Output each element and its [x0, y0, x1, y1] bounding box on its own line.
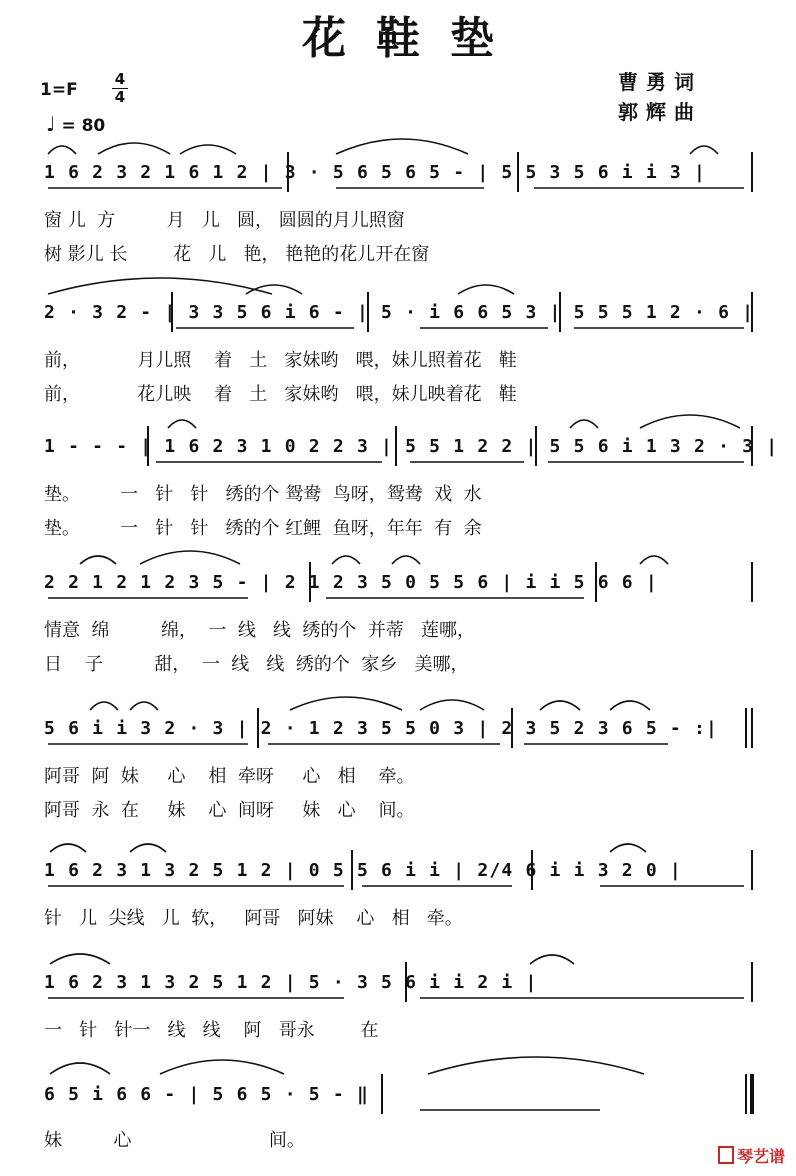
- notation-row-3: 1 - - - | 1 6 2 3 1 0 2 2 3 | 5 5 1 2 2 | 5 5 6 i 1 3 2 · 3 |: [44, 436, 779, 457]
- tempo-value: = 80: [61, 116, 106, 136]
- watermark-text: 琴艺谱: [737, 1147, 786, 1166]
- slur: [610, 701, 650, 710]
- slur: [50, 1063, 110, 1074]
- composer-credit: 郭辉曲: [618, 100, 702, 124]
- lyric-row-3-verse-2: 垫。 一 针 针 绣的个 红鲤 鱼呀，年年 有 余: [44, 518, 482, 539]
- notation-row-1: 1 6 2 3 2 1 6 1 2 | 3 · 5 6 5 6 5 - | 5 5 3 5 6 i i 3 |: [44, 162, 707, 183]
- slur: [50, 954, 110, 964]
- slur: [540, 701, 580, 710]
- slur: [640, 556, 668, 564]
- lyric-row-7: 一 针 针一 线 线 阿 哥永 在: [44, 1020, 379, 1041]
- time-top: 4: [114, 70, 126, 88]
- notation-row-4: 2 2 1 2 1 2 3 5 - | 2 1 2 3 5 0 5 5 6 | i i 5 6 6 |: [44, 572, 658, 593]
- slur: [640, 415, 740, 428]
- notation-row-7: 1 6 2 3 1 3 2 5 1 2 | 5 · 3 5 6 i i 2 i |: [44, 972, 538, 993]
- lyricist-credit: 曹勇词: [618, 70, 702, 94]
- slur: [610, 844, 646, 852]
- notation-row-5: 5 6 i i 3 2 · 3 | 2 · 1 2 3 5 5 0 3 | 2 3 5 2 3 6 5 - :|: [44, 718, 719, 739]
- notation-row-8: 6 5 i 6 6 - | 5 6 5 · 5 - ‖: [44, 1084, 369, 1105]
- slur: [130, 844, 166, 852]
- lyric-row-4-verse-1: 情意 绵 绵， 一 线 线 绣的个 并蒂 莲哪，: [44, 620, 476, 641]
- slur: [458, 285, 514, 294]
- slur: [80, 556, 116, 564]
- lyric-row-1-verse-2: 树 影儿 长 花 儿 艳， 艳艳的花儿开在窗: [44, 244, 430, 265]
- lyric-row-6: 针 儿 尖线 儿 软， 阿哥 阿妹 心 相 牵。: [44, 908, 463, 929]
- slur: [160, 1060, 284, 1074]
- time-bottom: 4: [114, 88, 126, 106]
- notation-row-2: 2 · 3 2 - | 3 3 5 6 i 6 - | 5 · i 6 6 5 3 | 5 5 5 1 2 · 6 |: [44, 302, 755, 323]
- lyric-row-2-verse-2: 前， 花儿映 着 土 家妹哟 喂，妹儿映着花 鞋: [44, 384, 517, 405]
- song-title: 花鞋垫: [302, 13, 524, 64]
- watermark-logo: [718, 1144, 785, 1167]
- logo-icon: [718, 1146, 734, 1164]
- slur: [98, 143, 170, 154]
- slur: [180, 145, 236, 154]
- key-signature: 1=F: [40, 80, 78, 100]
- lyric-row-3-verse-1: 垫。 一 针 针 绣的个 鸳鸯 鸟呀，鸳鸯 戏 水: [44, 484, 482, 505]
- slur: [140, 551, 240, 564]
- slur: [570, 420, 598, 428]
- slur: [48, 278, 272, 294]
- lyric-row-5-verse-2: 阿哥 永 在 妹 心 间呀 妹 心 间。: [44, 800, 415, 821]
- slur: [48, 146, 76, 154]
- slur: [130, 702, 158, 710]
- slur: [336, 139, 468, 154]
- quarter-note-icon: ♩: [46, 112, 56, 136]
- slur: [530, 955, 574, 964]
- slur: [420, 700, 484, 710]
- slur: [290, 697, 402, 710]
- slur: [428, 1057, 644, 1074]
- slur: [392, 556, 420, 564]
- lyric-row-1-verse-1: 窗 儿 方 月 儿 圆， 圆圆的月儿照窗: [44, 210, 405, 231]
- lyric-row-4-verse-2: 日 子 甜， 一 线 线 绣的个 家乡 美哪，: [44, 654, 469, 675]
- slur: [246, 285, 302, 294]
- lyric-row-2-verse-1: 前， 月儿照 着 土 家妹哟 喂，妹儿照着花 鞋: [44, 350, 517, 371]
- slur: [50, 844, 86, 852]
- slur: [90, 702, 118, 710]
- slur: [332, 556, 360, 564]
- lyric-row-8: 妹 心 间。: [44, 1130, 305, 1151]
- notation-row-6: 1 6 2 3 1 3 2 5 1 2 | 0 5 5 6 i i | 2/4 6 i i 3 2 0 |: [44, 860, 682, 881]
- slur: [168, 420, 196, 428]
- lyric-row-5-verse-1: 阿哥 阿 妹 心 相 牵呀 心 相 牵。: [44, 766, 415, 787]
- slur: [690, 146, 718, 154]
